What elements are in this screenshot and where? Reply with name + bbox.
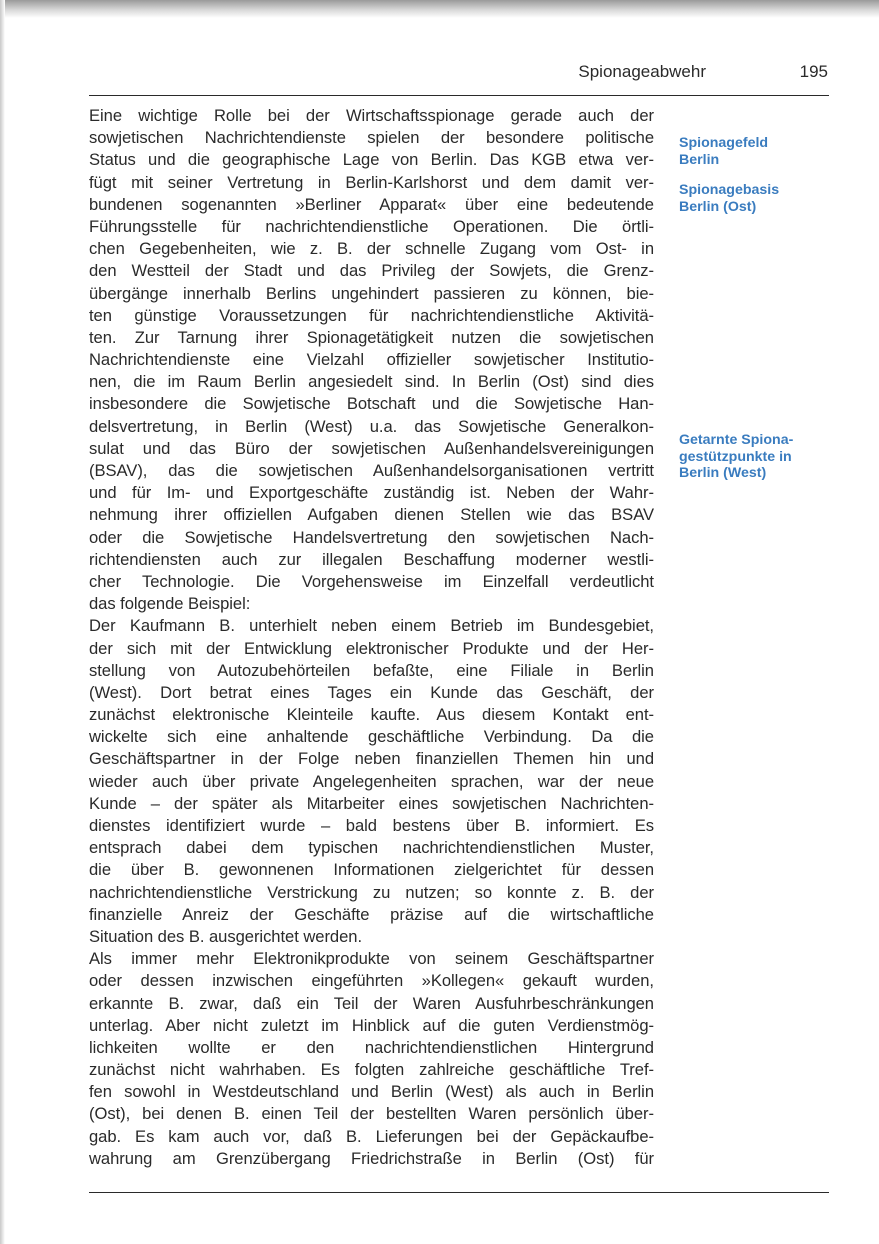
- body-line: sowjetischen Nachrichtendienste spielen der besondere politische: [89, 128, 654, 148]
- margin-note-line: Berlin (West): [679, 465, 767, 481]
- body-line: (BSAV), das die sowjetischen Außenhandelsorganisationen vertritt: [89, 461, 654, 480]
- body-line: Der Kaufmann B. unterhielt neben einem Betrieb im Bundesgebiet,: [89, 616, 654, 636]
- running-title: Spionageabwehr: [578, 62, 706, 81]
- body-line: das folgende Beispiel:: [89, 594, 251, 614]
- body-line: cher Technologie. Die Vorgehensweise im Einzelfall verdeutlicht: [89, 571, 654, 591]
- body-line: Situation des B. ausgerichtet werden.: [89, 926, 363, 946]
- body-text: [89, 105, 654, 1170]
- body-line: wickelte sich eine anhaltende geschäftliche Verbindung. Da die: [89, 727, 654, 747]
- body-line: dienstes identifiziert wurde – bald bestens über B. informiert. Es: [89, 816, 654, 835]
- margin-note-line: Berlin: [679, 151, 720, 168]
- body-line: fen sowohl in Westdeutschland und Berlin (West) als auch in Berlin: [89, 1082, 654, 1102]
- body-line: ten. Zur Tarnung ihrer Spionagetätigkeit nutzen die sowjetischen: [89, 327, 654, 347]
- body-line: Als immer mehr Elektronikprodukte von seinem Geschäftspartner: [89, 949, 654, 969]
- margin-note-line: Berlin (Ost): [679, 198, 757, 215]
- body-line: Kunde – der später als Mitarbeiter eines sowjetischen Nachrichten-: [89, 793, 654, 813]
- body-line: gab. Es kam auch vor, daß B. Lieferungen bei der Gepäckaufbe-: [89, 1126, 654, 1146]
- body-line: lichkeiten wollte er den nachrichtendienstlichen Hintergrund: [89, 1037, 654, 1057]
- body-line: übergänge innerhalb Berlins ungehindert passieren zu können, bie-: [89, 283, 654, 303]
- body-line: nachrichtendienstliche Verstrickung zu nutzen; so konnte z. B. der: [89, 882, 654, 902]
- body-line: erkannte B. zwar, daß ein Teil der Waren Ausfuhrbeschränkungen: [89, 993, 654, 1013]
- body-line: (Ost), bei denen B. einen Teil der bestellten Waren persönlich über-: [89, 1104, 654, 1124]
- margin-note-spionagefeld: [679, 135, 839, 168]
- body-line: wahrung am Grenzübergang Friedrichstraße in Berlin (Ost) für: [89, 1148, 654, 1168]
- margin-note-line: gestützpunkte in: [679, 448, 792, 465]
- scan-edge-top: [0, 0, 879, 18]
- body-line: Geschäftspartner in der Folge neben finanziellen Themen hin und: [89, 749, 654, 769]
- body-line: ten günstige Voraussetzungen für nachrichtendienstliche Aktivitä-: [89, 305, 654, 325]
- body-line: entsprach dabei dem typischen nachrichtendienstlichen Muster,: [89, 838, 654, 858]
- body-line: den Westteil der Stadt und das Privileg der Sowjets, die Grenz-: [89, 261, 654, 281]
- body-line: wieder auch über private Angelegenheiten sprachen, war der neue: [89, 771, 654, 791]
- body-line: der sich mit der Entwicklung elektronischer Produkte und der Her-: [89, 638, 654, 658]
- body-line: fügt mit seiner Vertretung in Berlin-Karlshorst und dem damit ver-: [89, 172, 654, 192]
- body-line: Status und die geographische Lage von Berlin. Das KGB etwa ver-: [89, 150, 654, 170]
- body-line: zunächst nicht wahrhaben. Es folgten zahlreiche geschäftliche Tref-: [89, 1060, 654, 1080]
- body-line: Nachrichtendienste eine Vielzahl offizieller sowjetischer Institutio-: [89, 350, 654, 370]
- scan-edge-left: [0, 0, 5, 1244]
- page-number: 195: [799, 62, 828, 81]
- footer-rule: [89, 1192, 829, 1193]
- margin-note-line: Spionagefeld: [679, 135, 769, 151]
- margin-note-line: Spionagebasis: [679, 182, 780, 198]
- body-line: Führungsstelle für nachrichtendienstliche Operationen. Die örtli-: [89, 216, 654, 236]
- body-line: zunächst elektronische Kleinteile kaufte. Aus diesem Kontakt ent-: [89, 705, 654, 725]
- body-line: stellung von Autozubehörteilen befaßte, eine Filiale in Berlin: [89, 660, 654, 680]
- body-line: die über B. gewonnenen Informationen zielgerichtet für dessen: [89, 860, 654, 880]
- body-line: unterlag. Aber nicht zuletzt im Hinblick auf die guten Verdienstmög-: [89, 1015, 654, 1035]
- margin-note-line: Getarnte Spiona-: [679, 432, 794, 448]
- body-line: oder die Sowjetische Handelsvertretung den sowjetischen Nach-: [89, 527, 654, 547]
- body-line: delsvertretung, in Berlin (West) u.a. das Sowjetische Generalkon-: [89, 416, 654, 436]
- body-line: und für Im- und Exportgeschäfte zuständig ist. Neben der Wahr-: [89, 483, 654, 503]
- body-line: richtendiensten auch zur illegalen Beschaffung moderner westli-: [89, 549, 654, 569]
- body-line: nen, die im Raum Berlin angesiedelt sind. In Berlin (Ost) sind dies: [89, 372, 654, 392]
- margin-note-getarnte-stuetzpunkte: [679, 432, 839, 482]
- body-line: oder dessen inzwischen eingeführten »Kollegen« gekauft wurden,: [89, 971, 654, 991]
- body-line: Eine wichtige Rolle bei der Wirtschaftsspionage gerade auch der: [89, 106, 654, 125]
- header-rule: [89, 95, 829, 96]
- body-line: nehmung ihrer offiziellen Aufgaben dienen Stellen wie das BSAV: [89, 505, 654, 525]
- body-line: sulat und das Büro der sowjetischen Außenhandelsvereinigungen: [89, 438, 654, 458]
- body-line: (West). Dort betrat eines Tages ein Kunde das Geschäft, der: [89, 682, 654, 702]
- body-line: chen Gegebenheiten, wie z. B. der schnelle Zugang vom Ost- in: [89, 239, 654, 259]
- body-line: insbesondere die Sowjetische Botschaft und die Sowjetische Han-: [89, 394, 654, 414]
- body-line: bundenen sogenannten »Berliner Apparat« über eine bedeutende: [89, 194, 654, 214]
- margin-note-spionagebasis: [679, 182, 839, 215]
- body-line: finanzielle Anreiz der Geschäfte präzise auf die wirtschaftliche: [89, 904, 654, 924]
